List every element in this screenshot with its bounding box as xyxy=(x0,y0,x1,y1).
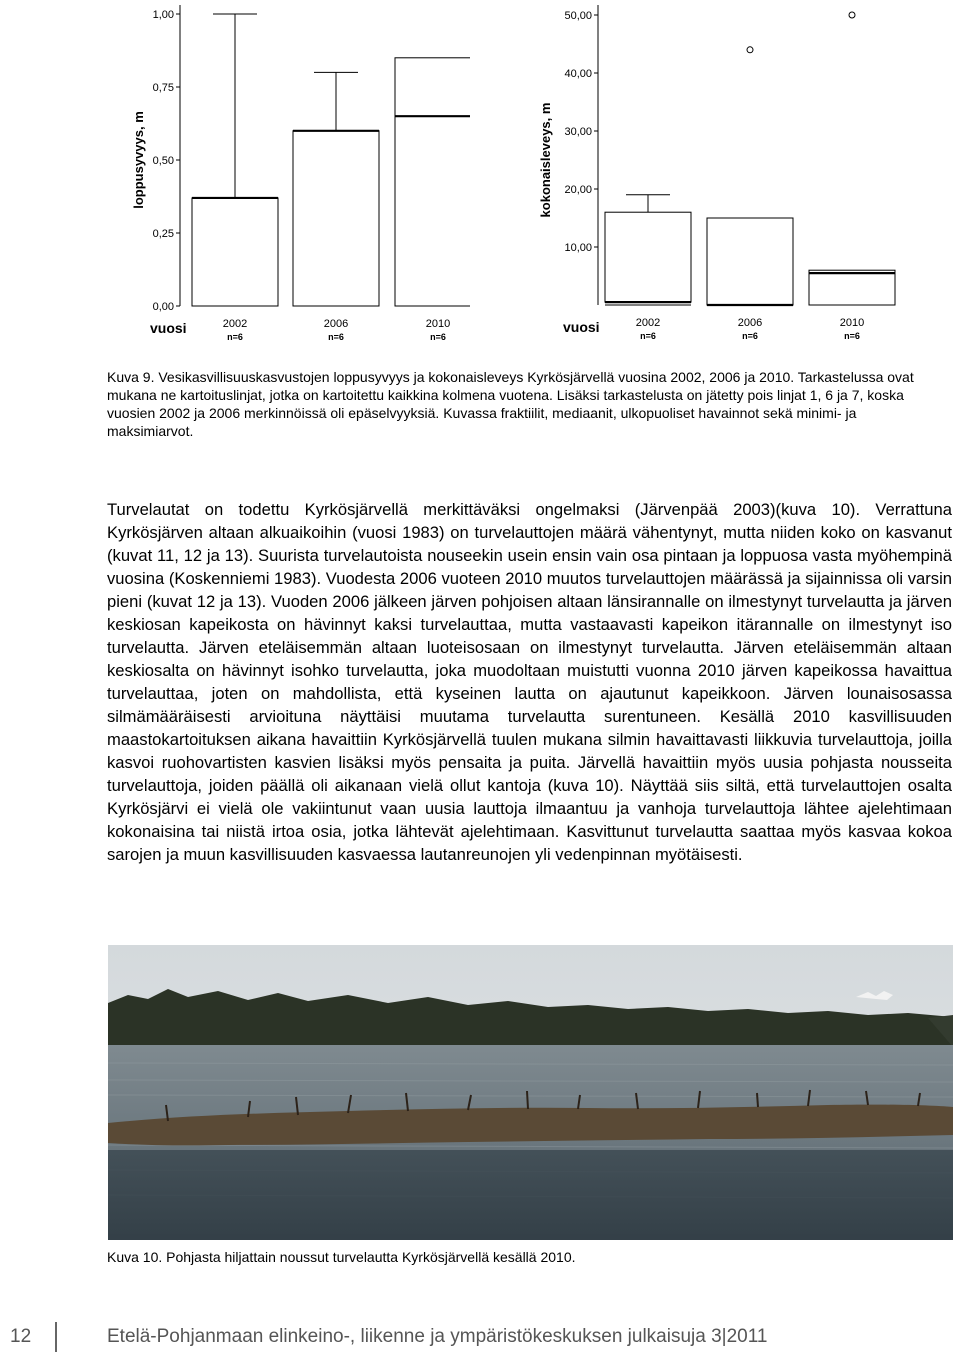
y-tick-label: 40,00 xyxy=(564,68,592,80)
y-tick-label: 0,75 xyxy=(152,82,174,94)
x-axis-label: vuosi xyxy=(563,319,600,335)
x-category-label: 2002 xyxy=(635,317,661,329)
sample-size-label: n=6 xyxy=(430,332,446,342)
sample-size-label: n=6 xyxy=(844,331,860,341)
page-footer xyxy=(0,1322,960,1352)
x-category-label: 2006 xyxy=(323,318,349,330)
footer-divider xyxy=(55,1322,57,1352)
y-tick-label: 10,00 xyxy=(564,242,592,254)
y-tick-label: 20,00 xyxy=(564,184,592,196)
box-plot-loppusyvyys xyxy=(125,0,470,350)
box-plot-kokonaisleveys xyxy=(530,0,910,350)
iqr-box xyxy=(293,131,379,306)
iqr-box xyxy=(809,270,895,305)
x-category-label: 2010 xyxy=(425,318,451,330)
outlier-point xyxy=(849,12,855,18)
y-tick-label: 30,00 xyxy=(564,126,592,138)
iqr-box xyxy=(192,198,278,306)
y-tick-label: 50,00 xyxy=(564,10,592,22)
sample-size-label: n=6 xyxy=(227,332,243,342)
box-plot-loppusyvyys-svg xyxy=(125,0,470,350)
y-axis-label: loppusyvyys, m xyxy=(131,111,146,209)
publication-title: Etelä-Pohjanmaan elinkeino-, liikenne ja ympäristökeskuksen julkaisuja 3|2011 xyxy=(107,1326,768,1347)
iqr-box xyxy=(707,218,793,305)
page-number: 12 xyxy=(10,1326,32,1347)
y-tick-label: 0,25 xyxy=(152,228,174,240)
box-plot-kokonaisleveys-svg xyxy=(530,0,910,350)
x-category-label: 2006 xyxy=(737,317,763,329)
y-tick-label: 0,00 xyxy=(152,301,174,313)
y-axis-label: kokonaisleveys, m xyxy=(538,102,553,218)
x-axis-label: vuosi xyxy=(150,320,187,336)
iqr-box xyxy=(395,58,470,306)
sample-size-label: n=6 xyxy=(742,331,758,341)
lake-photo-peat-raft xyxy=(108,945,953,1240)
sample-size-label: n=6 xyxy=(640,331,656,341)
x-category-label: 2010 xyxy=(839,317,865,329)
y-tick-label: 1,00 xyxy=(152,9,174,21)
sample-size-label: n=6 xyxy=(328,332,344,342)
y-tick-label: 0,50 xyxy=(152,155,174,167)
photo-illustration xyxy=(108,945,953,1240)
x-category-label: 2002 xyxy=(222,318,248,330)
iqr-box xyxy=(605,212,691,302)
figure-caption-9: Kuva 9. Vesikasvillisuuskasvustojen loppusyvyys ja kokonaisleveys Kyrkösjärvellä vuosina 2002, 2006 ja 2010. Tarkastelussa ovat mukana ne kartoituslinjat, jotka on kartoitettu kaikkina kolmena vuotena. Lisäksi tarkastelusta on jätetty pois linjat 1, 6 ja 7, koska vuosien 2002 ja 2006 merkinnöissä oli epäselvyyksiä. Kuvassa fraktiilit, mediaanit, ulkopuoliset havainnot sekä minimi- ja maksimiarvot. xyxy=(107,369,914,439)
body-paragraph: Turvelautat on todettu Kyrkösjärvellä merkittäväksi ongelmaksi (Järvenpää 2003)(kuva 10). Verrattuna Kyrkösjärven altaan alkuaikoihin (vuosi 1983) on turvelauttojen määrä vähentynyt, mutta niiden koko on kasvanut (kuvat 11, 12 ja 13). Suurista turvelautoista nouseekin usein ensin vain osa pintaan ja loppuosa vasta myöhempinä vuosina (Koskenniemi 1983). Vuodesta 2006 vuoteen 2010 muutos turvelauttojen määrässä ja sijainnissa oli varsin pieni (kuvat 12 ja 13). Vuoden 2006 jälkeen järven pohjoisen altaan länsirannalle on ilmestynyt turvelautta ja järven keskiosan kapeikosta on hävinnyt kaksi turvelauttaa, mutta vastaavasti kapeikon itärannalle on ilmestynyt iso turvelautta. Järven eteläisemmän altaan luoteisosaan on ilmestynyt turvelautta. Järven eteläisemmän altaan keskiosalta on hävinnyt isohko turvelautta, joka muodoltaan muistutti vuonna 2010 järven kapeikossa havaittua turvelauttaa, joten on mahdollista, että kyseinen lautta on ajautunut kapeikkoon. Järven lounaisosassa silmämääräisesti arvioituna näyttäisi muutama turvelautta surentuneen. Kesällä 2010 kasvillisuuden maastokartoituksen aikana havaittiin Kyrkösjärvellä tuulen mukana silmin havaittavasti liikkuvia turvelauttoja, joilla kasvoi ruohovartisten kasvien lisäksi myös pensaita ja puita. Järvellä havaittiin myös uusia pohjasta nousseita turvelauttoja, joiden päällä oli aikanaan vielä ollut kantoja (kuva 10). Näyttää siis siltä, että turvelauttojen osalta Kyrkösjärvi ei vielä ole vakiintunut vaan uusia lauttoja ilmaantuu ja vanhoja turvelauttoja lähtee ajelehtimaan kokonaisina tai niistä irtoa osia, jotka lähtevät ajelehtimaan. Kasvittunut turvelautta saattaa myös kasvaa kokoa sarojen ja muun kasvillisuuden kasvaessa lautanreunojen yli vedenpinnan myötäisesti. xyxy=(107,500,952,864)
outlier-point xyxy=(747,47,753,53)
figure-caption-10: Kuva 10. Pohjasta hiljattain noussut turvelautta Kyrkösjärvellä kesällä 2010. xyxy=(107,1249,576,1265)
